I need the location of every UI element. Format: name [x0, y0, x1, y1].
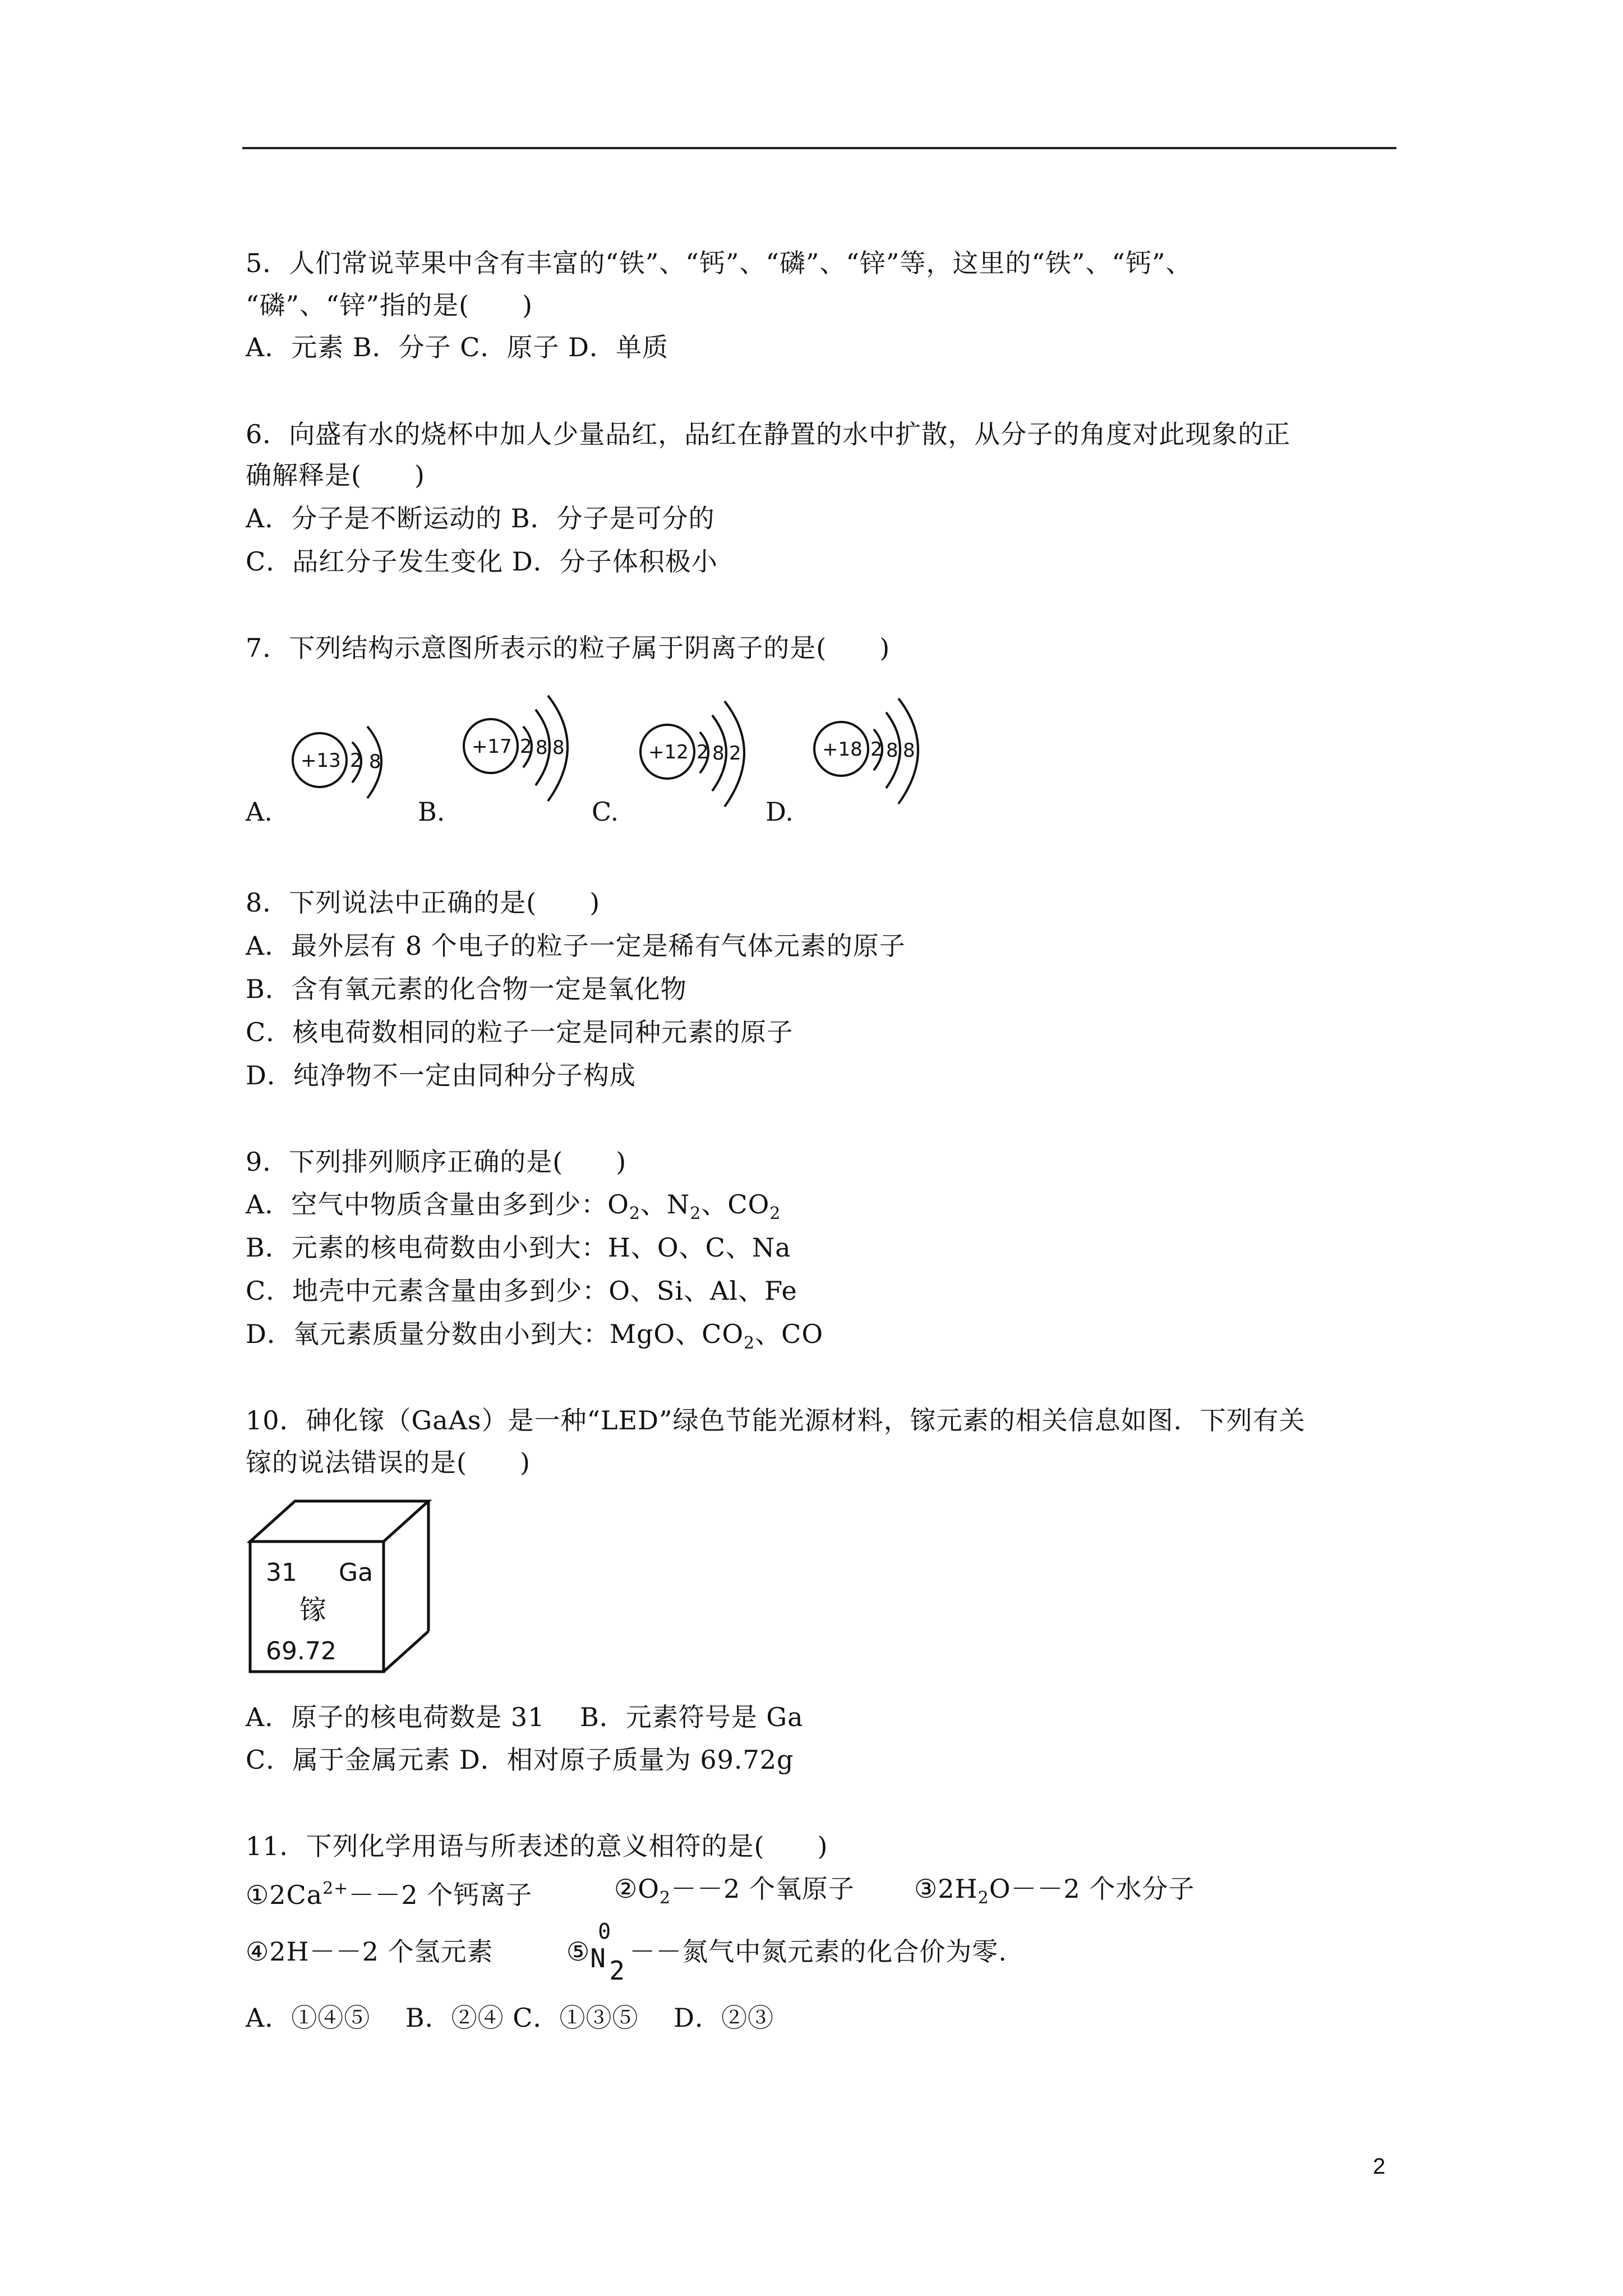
q11-item-1: $①2Ca^{2+}--2$ 个钙离子	[246, 1879, 533, 1910]
q11-item-3: $③2H_2O--2$ 个水分子	[914, 1874, 1195, 1908]
n2-valence-notation: 0 N 2	[590, 1919, 625, 1986]
q9-option-c: C．地壳中元素含量由多到少：O、Si、Al、Fe	[246, 1276, 797, 1306]
atom-b-shell-1: 2	[520, 735, 532, 758]
q9-option-a: A．空气中物质含量由多到少：$O_2$、$N_2$、$CO_2$	[246, 1189, 781, 1223]
element-symbol: Ga	[339, 1558, 374, 1587]
atom-a-nucleus: +13	[301, 749, 341, 772]
page-number: 2	[1373, 2154, 1386, 2179]
atom-d-shell-2: 8	[886, 739, 898, 762]
atom-a-shell-1: 2	[350, 749, 362, 772]
atom-d-shell-3: 8	[903, 739, 915, 762]
q7-label-b: B.	[418, 797, 445, 827]
atom-diagram-c	[634, 690, 780, 819]
q10-options-line2: C．属于金属元素 D．相对原子质量为 69.72g	[246, 1745, 794, 1775]
atom-diagram-a	[286, 698, 421, 822]
q7-label-d: D.	[766, 797, 794, 827]
q9-stem: 9．下列排列顺序正确的是( )	[246, 1147, 627, 1177]
element-name: 镓	[299, 1594, 327, 1626]
q8-option-d: D．纯净物不一定由同种分子构成	[246, 1060, 636, 1091]
atom-diagram-d	[808, 687, 953, 816]
atom-a-shell-2: 8	[369, 751, 381, 773]
q11-item-4: ④2H－－2 个氢元素	[246, 1936, 494, 1967]
atom-c-shell-1: 2	[697, 741, 709, 763]
q6-stem-line2: 确解释是( )	[246, 460, 425, 490]
q6-options-line1: A．分子是不断运动的 B．分子是可分的	[246, 503, 715, 533]
q10-stem-line2: 镓的说法错误的是( )	[246, 1447, 531, 1478]
q8-option-c: C．核电荷数相同的粒子一定是同种元素的原子	[246, 1017, 794, 1047]
q11-options: A．①④⑤ B．②④ C．①③⑤ D．②③	[246, 2003, 774, 2033]
q7-stem: 7．下列结构示意图所表示的粒子属于阴离子的是( )	[246, 633, 891, 663]
q8-option-b: B．含有氧元素的化合物一定是氧化物	[246, 974, 687, 1004]
q5-stem-line1: 5．人们常说苹果中含有丰富的“铁”、“钙”、“磷”、“锌”等，这里的“铁”、“钙”、	[246, 248, 1192, 278]
q8-option-a: A．最外层有 8 个电子的粒子一定是稀有气体元素的原子	[246, 931, 906, 961]
q11-item-5: ⑤ 0 N 2 －－氮气中氮元素的化合价为零.	[566, 1919, 1007, 1986]
q9-option-d: D．氧元素质量分数由小到大：MgO、$CO_2$、CO	[246, 1319, 824, 1353]
q9-option-b: B．元素的核电荷数由小到大：H、O、C、Na	[246, 1232, 791, 1263]
element-mass: 69.72	[266, 1637, 336, 1665]
atom-d-nucleus: +18	[822, 738, 863, 761]
q8-stem: 8．下列说法中正确的是( )	[246, 887, 601, 918]
atom-d-shell-1: 2	[870, 738, 883, 761]
atom-c-shell-3: 2	[729, 742, 741, 765]
atom-c-shell-2: 8	[712, 742, 725, 765]
q11-item-2: $②O_2--2$ 个氧原子	[614, 1874, 855, 1908]
q6-stem-line1: 6．向盛有水的烧杯中加人少量品红，品红在静置的水中扩散，从分子的角度对此现象的正	[246, 419, 1291, 449]
q7-label-c: C.	[592, 797, 619, 827]
q6-options-line2: C．品红分子发生变化 D．分子体积极小	[246, 546, 718, 577]
atom-c-nucleus: +12	[648, 741, 689, 763]
q10-stem-line1: 10．砷化镓（GaAs）是一种“LED”绿色节能光源材料，镓元素的相关信息如图．下列有关	[246, 1405, 1306, 1435]
q5-options: A．元素 B．分子 C．原子 D．单质	[246, 332, 668, 362]
atom-b-nucleus: +17	[472, 735, 512, 758]
gallium-element-card	[246, 1497, 448, 1682]
element-number: 31	[266, 1558, 297, 1587]
atom-b-shell-2: 8	[536, 737, 548, 759]
q11-stem: 11．下列化学用语与所表述的意义相符的是( )	[246, 1831, 828, 1861]
header-rule	[242, 147, 1396, 149]
atom-diagram-b	[457, 684, 603, 813]
atom-b-shell-3: 8	[552, 737, 565, 759]
q7-label-a: A.	[246, 797, 273, 827]
q10-options-line1: A．原子的核电荷数是 31 B．元素符号是 Ga	[246, 1702, 804, 1732]
q5-stem-line2: “磷”、“锌”指的是( )	[246, 290, 533, 320]
